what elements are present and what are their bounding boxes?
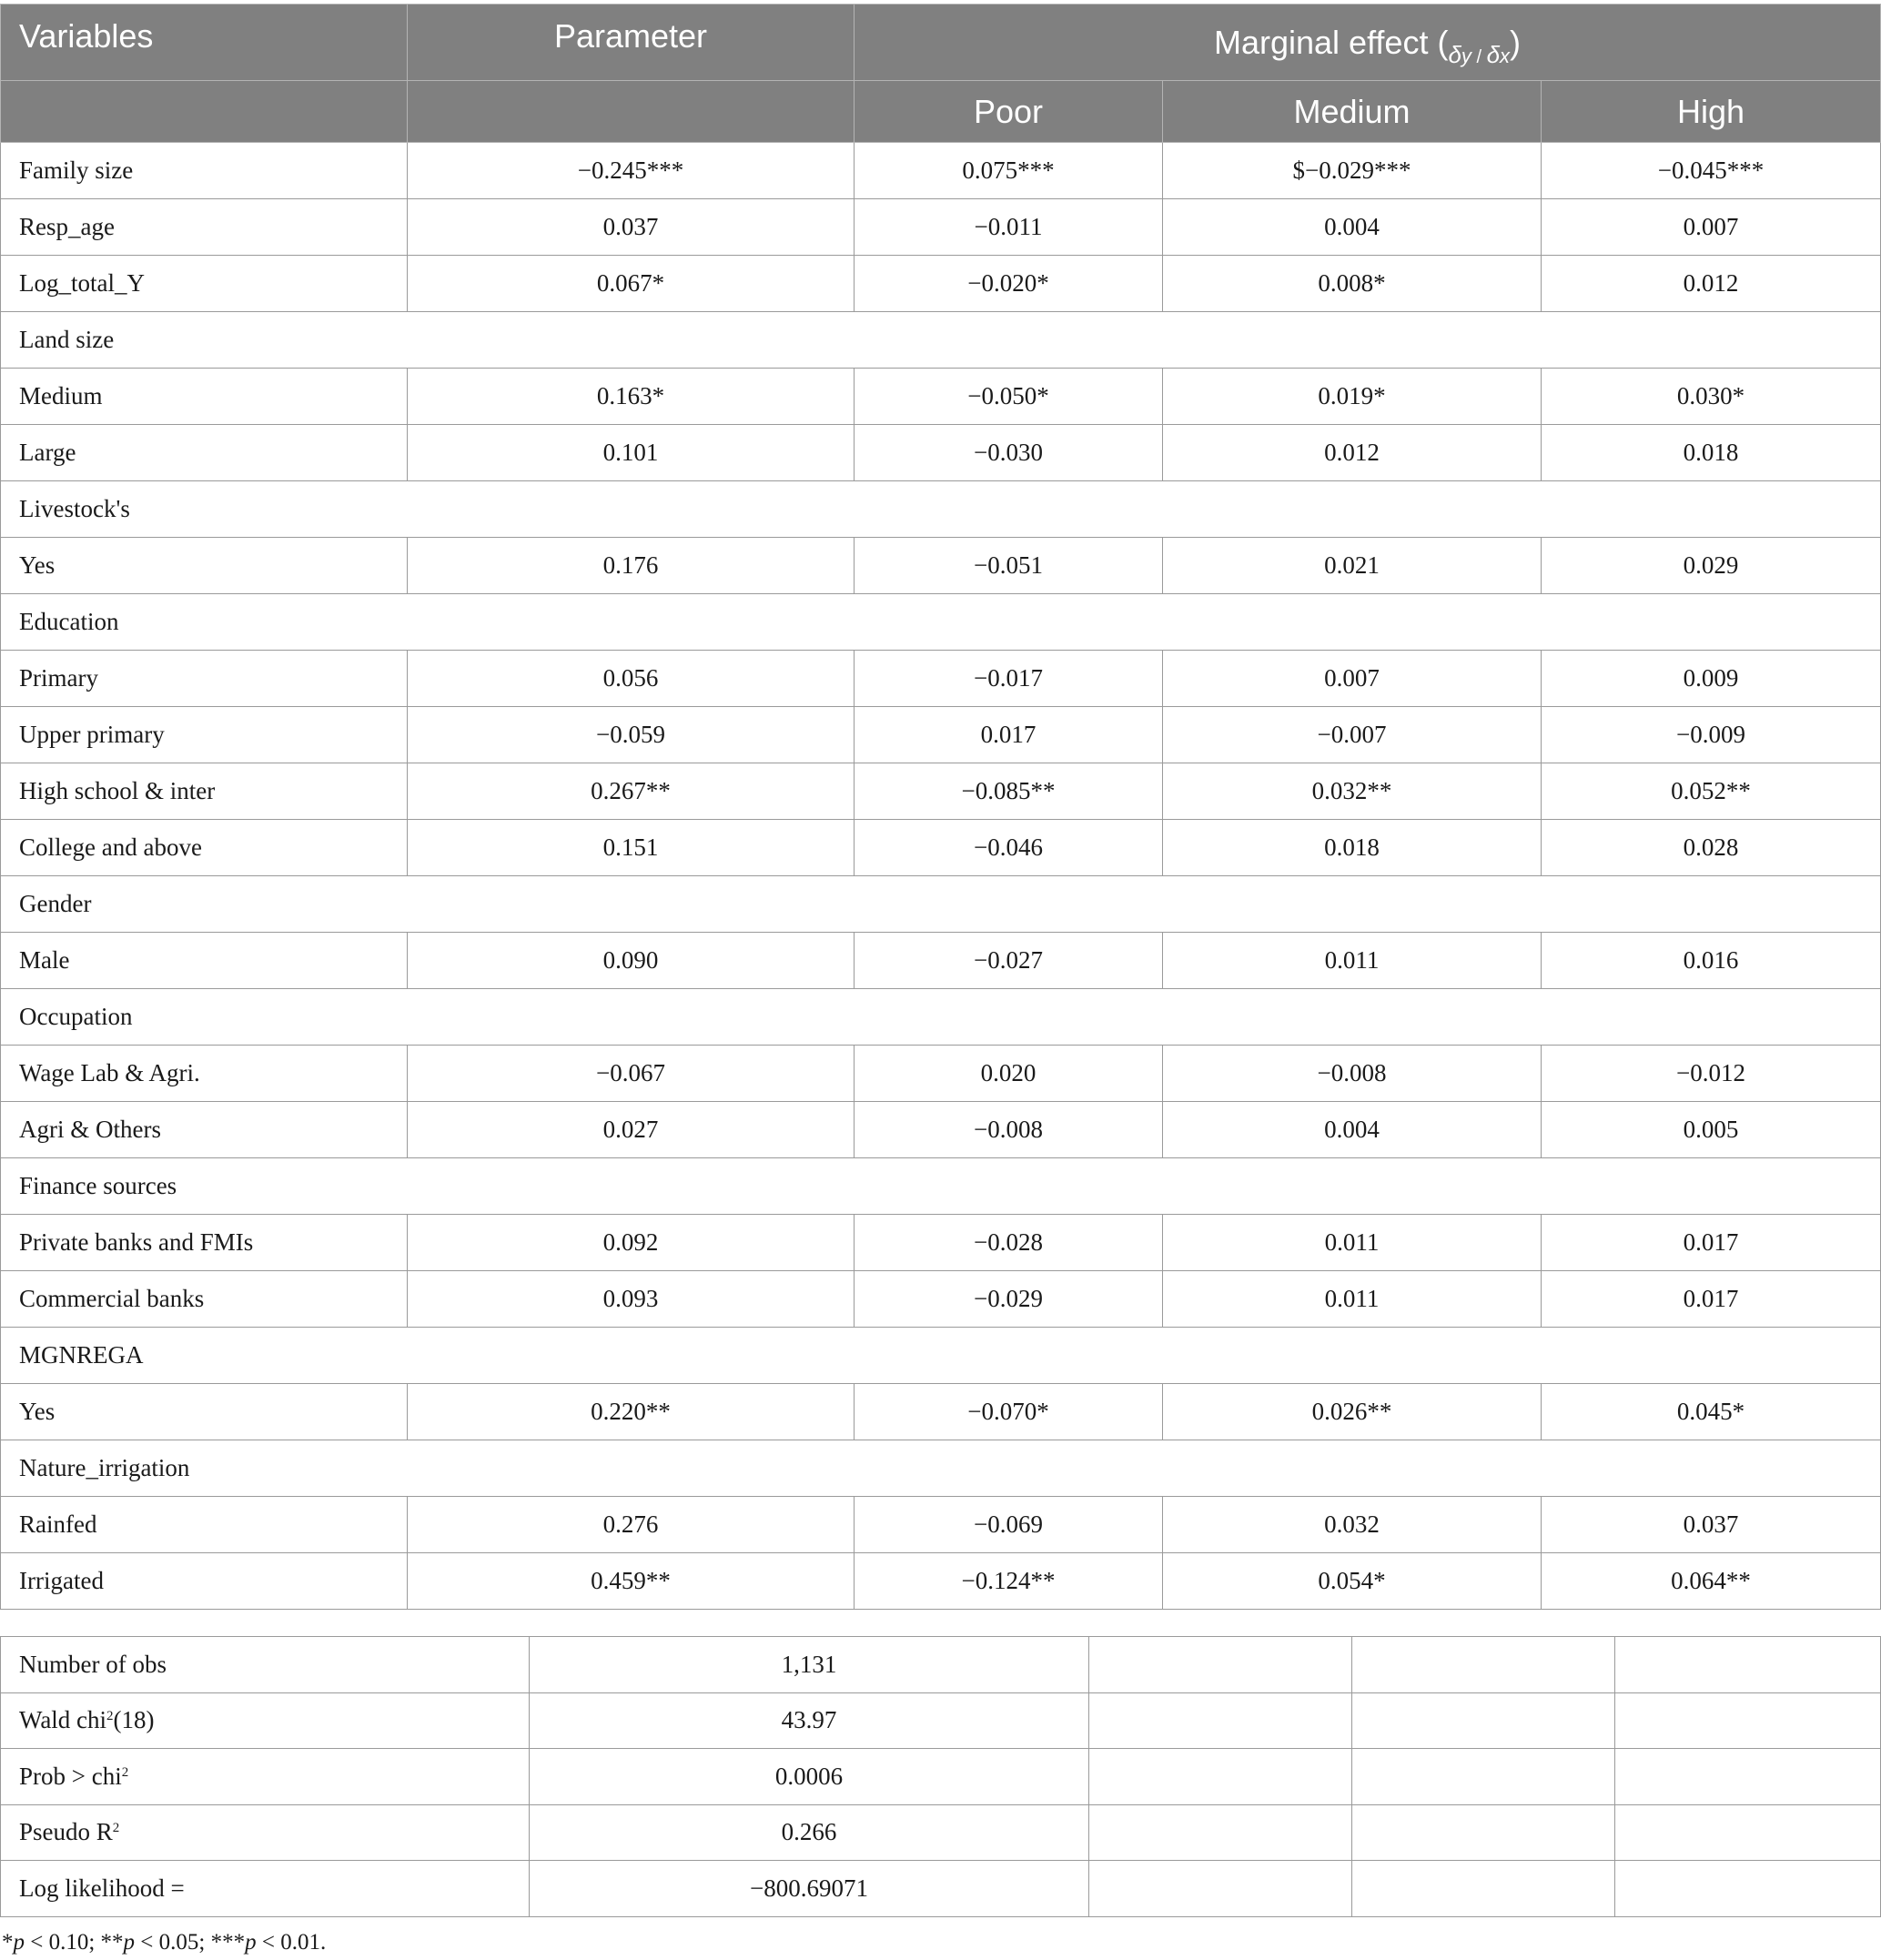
high-cell: −0.009 [1542,707,1881,763]
poor-cell: −0.027 [855,933,1163,989]
medium-cell: $−0.029*** [1163,143,1542,199]
variable-label: Yes [1,1384,408,1440]
table-row [1,1102,1881,1158]
stats-row [1,1692,1881,1749]
variable-label: Rainfed [1,1497,408,1553]
high-cell: −0.012 [1542,1046,1881,1102]
group-header-row [1,1328,1881,1384]
variable-label: College and above [1,820,408,876]
table-body [1,143,1881,1610]
high-cell: 0.030* [1542,369,1881,425]
variable-label: Log_total_Y [1,256,408,312]
group-label: Finance sources [1,1158,1881,1215]
poor-cell: 0.020 [855,1046,1163,1102]
variable-label: High school & inter [1,763,408,820]
variable-label: Large [1,425,408,481]
stats-row [1,1861,1881,1917]
group-header-row [1,594,1881,651]
header-variables: Variables [1,5,408,81]
stat-value: 1,131 [530,1637,1089,1693]
header-medium: Medium [1163,81,1542,143]
poor-cell: −0.046 [855,820,1163,876]
group-header-row [1,312,1881,369]
delta-slash: / [1471,46,1487,67]
high-cell: 0.009 [1542,651,1881,707]
group-header-row [1,989,1881,1046]
parameter-cell: 0.056 [408,651,855,707]
variable-label: Yes [1,538,408,594]
poor-cell: −0.008 [855,1102,1163,1158]
parameter-cell: 0.220** [408,1384,855,1440]
table-row [1,199,1881,256]
parameter-cell: 0.092 [408,1215,855,1271]
parameter-cell: −0.067 [408,1046,855,1102]
medium-cell: 0.032** [1163,763,1542,820]
variable-label: Private banks and FMIs [1,1215,408,1271]
group-label: Livestock's [1,481,1881,538]
poor-cell: −0.124** [855,1553,1163,1610]
high-cell: 0.016 [1542,933,1881,989]
group-label: Land size [1,312,1881,369]
group-header-row [1,1440,1881,1497]
table-row [1,763,1881,820]
parameter-cell: −0.059 [408,707,855,763]
stats-row [1,1804,1881,1861]
group-label: Education [1,594,1881,651]
high-cell: 0.037 [1542,1497,1881,1553]
parameter-cell: 0.037 [408,199,855,256]
stat-label: Wald chi$^2$(18) [1,1692,530,1749]
poor-cell: −0.017 [855,651,1163,707]
header-poor: Poor [855,81,1163,143]
medium-cell: 0.011 [1163,1271,1542,1328]
parameter-cell: 0.163* [408,369,855,425]
medium-cell: 0.019* [1163,369,1542,425]
table-row [1,143,1881,199]
high-cell: 0.017 [1542,1271,1881,1328]
delta-x: δx [1486,40,1511,68]
medium-cell: 0.021 [1163,538,1542,594]
poor-cell: −0.020* [855,256,1163,312]
parameter-cell: −0.245*** [408,143,855,199]
table-row [1,1497,1881,1553]
parameter-cell: 0.067* [408,256,855,312]
high-cell: 0.012 [1542,256,1881,312]
medium-cell: 0.004 [1163,199,1542,256]
table-row [1,538,1881,594]
group-header-row [1,481,1881,538]
header-high: High [1542,81,1881,143]
header-empty-variables [1,81,408,143]
stat-value: 0.266 [530,1804,1089,1861]
poor-cell: −0.028 [855,1215,1163,1271]
parameter-cell: 0.090 [408,933,855,989]
poor-cell: 0.075*** [855,143,1163,199]
empty-cell [1089,1861,1352,1917]
stat-value: 0.0006 [530,1749,1089,1805]
significance-footnote: *p < 0.10; **p < 0.05; ***p < 0.01. [2,1929,327,1955]
medium-cell: 0.011 [1163,1215,1542,1271]
table-row [1,1553,1881,1610]
empty-cell [1352,1861,1615,1917]
variable-label: Family size [1,143,408,199]
empty-cell [1615,1749,1881,1805]
table-row [1,1046,1881,1102]
header-row-1 [1,5,1881,81]
variable-label: Agri & Others [1,1102,408,1158]
medium-cell: 0.032 [1163,1497,1542,1553]
medium-cell: 0.011 [1163,933,1542,989]
parameter-cell: 0.151 [408,820,855,876]
table-row [1,369,1881,425]
poor-cell: −0.030 [855,425,1163,481]
variable-label: Primary [1,651,408,707]
stats-row [1,1637,1881,1693]
parameter-cell: 0.459** [408,1553,855,1610]
parameter-cell: 0.101 [408,425,855,481]
medium-cell: 0.012 [1163,425,1542,481]
poor-cell: −0.070* [855,1384,1163,1440]
high-cell: −0.045*** [1542,143,1881,199]
poor-cell: −0.050* [855,369,1163,425]
empty-cell [1089,1749,1352,1805]
medium-cell: 0.026** [1163,1384,1542,1440]
header-row-2 [1,81,1881,143]
table-row [1,1271,1881,1328]
high-cell: 0.029 [1542,538,1881,594]
variable-label: Irrigated [1,1553,408,1610]
medium-cell: 0.007 [1163,651,1542,707]
header-empty-parameter [408,81,855,143]
group-label: MGNREGA [1,1328,1881,1384]
parameter-cell: 0.276 [408,1497,855,1553]
empty-cell [1352,1804,1615,1861]
poor-cell: −0.085** [855,763,1163,820]
variable-label: Medium [1,369,408,425]
high-cell: 0.018 [1542,425,1881,481]
empty-cell [1615,1861,1881,1917]
empty-cell [1352,1692,1615,1749]
medium-cell: 0.018 [1163,820,1542,876]
poor-cell: −0.011 [855,199,1163,256]
table-row [1,425,1881,481]
stat-label: Pseudo $R^2$ [1,1804,530,1861]
empty-cell [1352,1637,1615,1693]
group-label: Nature_irrigation [1,1440,1881,1497]
stat-label: Prob > chi$^2$ [1,1749,530,1805]
marginal-effects-table [0,4,1881,1610]
empty-cell [1615,1804,1881,1861]
empty-cell [1089,1804,1352,1861]
parameter-cell: 0.176 [408,538,855,594]
empty-cell [1089,1692,1352,1749]
table-row [1,256,1881,312]
high-cell: 0.064** [1542,1553,1881,1610]
parameter-cell: 0.267** [408,763,855,820]
high-cell: 0.007 [1542,199,1881,256]
marginal-effect-prefix: Marginal effect ( [1214,23,1449,61]
table-row [1,707,1881,763]
variable-label: Commercial banks [1,1271,408,1328]
table-row [1,820,1881,876]
variable-label: Wage Lab & Agri. [1,1046,408,1102]
high-cell: 0.005 [1542,1102,1881,1158]
medium-cell: 0.054* [1163,1553,1542,1610]
stats-row [1,1749,1881,1805]
medium-cell: 0.008* [1163,256,1542,312]
variable-label: Resp_age [1,199,408,256]
empty-cell [1089,1637,1352,1693]
table-row [1,1384,1881,1440]
parameter-cell: 0.093 [408,1271,855,1328]
medium-cell: 0.004 [1163,1102,1542,1158]
model-statistics-table [0,1636,1881,1917]
poor-cell: −0.069 [855,1497,1163,1553]
stat-value: 43.97 [530,1692,1089,1749]
stat-label: Log likelihood = [1,1861,530,1917]
table-row [1,651,1881,707]
poor-cell: 0.017 [855,707,1163,763]
parameter-cell: 0.027 [408,1102,855,1158]
poor-cell: −0.029 [855,1271,1163,1328]
table-row [1,1215,1881,1271]
group-label: Gender [1,876,1881,933]
marginal-effect-suffix: ) [1510,23,1522,61]
high-cell: 0.045* [1542,1384,1881,1440]
variable-label: Male [1,933,408,989]
high-cell: 0.017 [1542,1215,1881,1271]
group-header-row [1,1158,1881,1215]
empty-cell [1615,1692,1881,1749]
stat-label: Number of obs [1,1637,530,1693]
high-cell: 0.052** [1542,763,1881,820]
header-parameter: Parameter [408,5,855,81]
delta-y: δy [1448,40,1471,68]
medium-cell: −0.008 [1163,1046,1542,1102]
stats-body [1,1637,1881,1917]
empty-cell [1352,1749,1615,1805]
regression-table-container [0,4,1881,1955]
variable-label: Upper primary [1,707,408,763]
group-header-row [1,876,1881,933]
table-row [1,933,1881,989]
stat-value: −800.69071 [530,1861,1089,1917]
medium-cell: −0.007 [1163,707,1542,763]
header-marginal-effect [855,5,1881,81]
empty-cell [1615,1637,1881,1693]
high-cell: 0.028 [1542,820,1881,876]
group-label: Occupation [1,989,1881,1046]
poor-cell: −0.051 [855,538,1163,594]
